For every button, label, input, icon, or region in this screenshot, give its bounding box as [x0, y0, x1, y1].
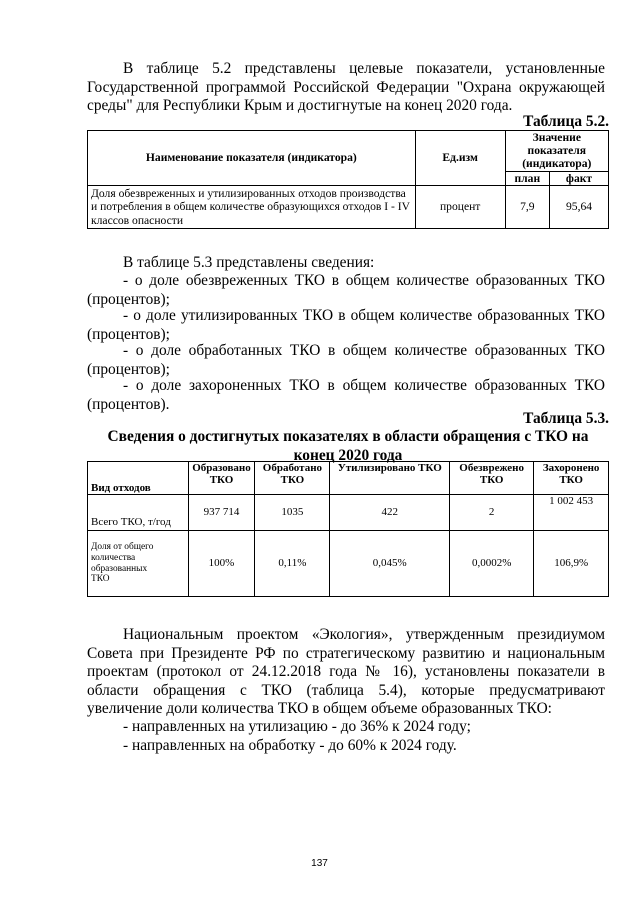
table-53-cell-total-processed: 1035 [255, 495, 330, 531]
table-52-cell-fact: 95,64 [550, 186, 609, 229]
page-number: 137 [311, 858, 328, 869]
table-row [88, 186, 609, 229]
table-53-caption: Таблица 5.3. [523, 410, 609, 427]
table-53-cell-total-generated: 937 714 [188, 495, 255, 531]
table-52-header-fact: факт [550, 171, 609, 185]
table-53-cell-share-processed: 0,11% [255, 531, 330, 597]
table-53-cell-share-buried: 106,9% [534, 531, 609, 597]
project-list-item-2: - направленных на обработку - до 60% к 2024 году. [123, 737, 457, 754]
table-53-cell-total-label: Всего ТКО, т/год [88, 495, 189, 531]
table-53-cell-share-neutralized: 0,0002% [450, 531, 534, 597]
table-53-cell-share-generated: 100% [188, 531, 255, 597]
table-53-cell-share-label [88, 531, 189, 597]
table-53-header-processed: Обработано ТКО [255, 462, 330, 495]
table-53-header-neutralized: Обезврежено ТКО [450, 462, 534, 495]
table-53-header-type: Вид отходов [88, 462, 189, 495]
table-53-header-generated: Образовано ТКО [188, 462, 255, 495]
table-53-cell-total-neutralized: 2 [450, 495, 534, 531]
table-52-header-name: Наименование показателя (индикатора) [88, 131, 416, 186]
list-item-53-4: - о доле захороненных ТКО в общем количестве образованных ТКО (процентов). [87, 377, 605, 413]
list-item-53-2: - о доле утилизированных ТКО в общем количестве образованных ТКО (процентов); [87, 307, 605, 343]
table-53-cell-total-buried: 1 002 453 [534, 495, 609, 531]
table-53-share-label-text: Доля от общего количества образованных ТКО [91, 541, 154, 585]
table-53-cell-total-utilized: 422 [330, 495, 450, 531]
table-52-header-value: Значение показателя (индикатора) [505, 131, 608, 172]
list-item-53-3: - о доле обработанных ТКО в общем количестве образованных ТКО (процентов); [87, 342, 605, 378]
table-53-header-buried: Захоронено ТКО [534, 462, 609, 495]
table-row [88, 495, 609, 531]
table-52 [87, 130, 609, 229]
table-52-header-plan: план [505, 171, 549, 185]
table-52-header-unit: Ед.изм [415, 131, 505, 186]
table-52-caption: Таблица 5.2. [523, 113, 609, 130]
table-53-title: Сведения о достигнутых показателях в области обращения с ТКО на конец 2020 года [107, 428, 589, 464]
table-52-cell-name: Доля обезвреженных и утилизированных отходов производства и потребления в общем количестве образующихся отходов I - IV классов опасности [88, 186, 416, 229]
table-row [88, 531, 609, 597]
intro-paragraph-52: В таблице 5.2 представлены целевые показатели, установленные Государственной программой Российской Федерации "Охрана окружающей среды" для Республики Крым и достигнутые на конец 2020 года. [87, 60, 605, 115]
table-53-cell-share-utilized: 0,045% [330, 531, 450, 597]
table-52-cell-plan: 7,9 [505, 186, 549, 229]
table-52-cell-unit: процент [415, 186, 505, 229]
table-53-header-utilized: Утилизировано ТКО [330, 462, 450, 495]
list-item-53-1: - о доле обезвреженных ТКО в общем количестве образованных ТКО (процентов); [87, 272, 605, 308]
table-53 [87, 461, 609, 597]
project-list-item-1: - направленных на утилизацию - до 36% к 2024 году; [123, 718, 471, 735]
intro-paragraph-53: В таблице 5.3 представлены сведения: [123, 254, 375, 271]
project-paragraph: Национальным проектом «Экология», утвержденным президиумом Совета при Президенте РФ по стратегическому развитию и национальным проектам (протокол от 24.12.2018 года № 16), установлены показатели в области обращения с ТКО (таблица 5.4), которые предусматривают увеличение доли количества ТКО в общем объеме образованных ТКО: [87, 626, 605, 718]
